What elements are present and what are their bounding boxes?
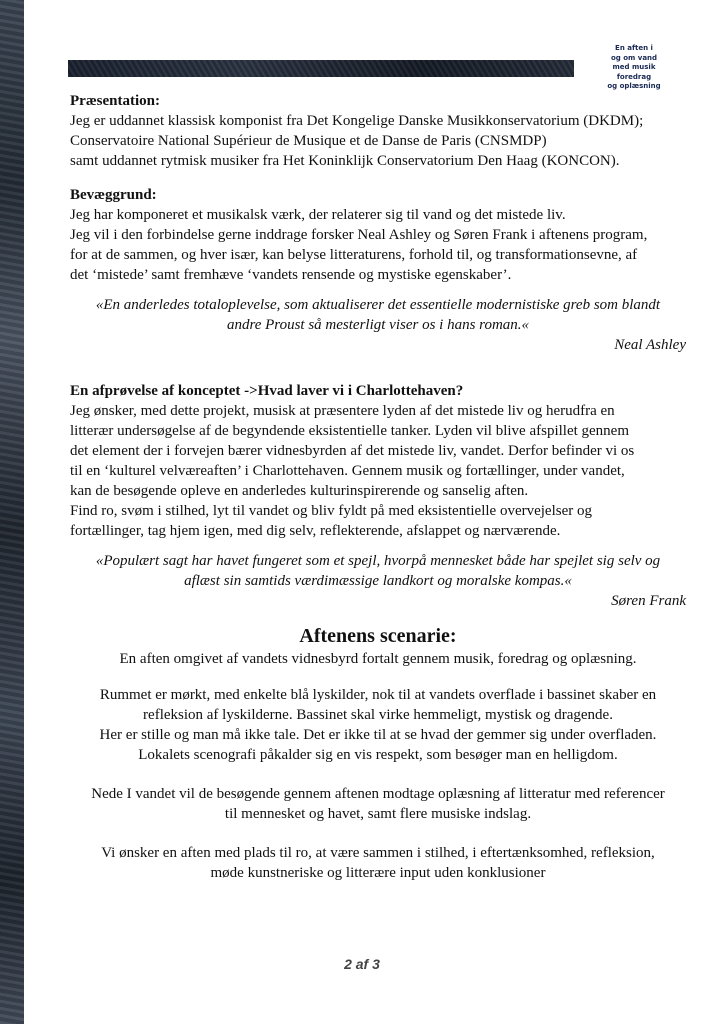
page-number: 2 af 3 [344, 956, 380, 972]
scenario-title: Aftenens scenarie: [299, 625, 457, 647]
presentation-line: samt uddannet rytmisk musiker fra Het Koninklijk Conservatorium Den Haag (KONCON). [70, 153, 620, 169]
motivation-line: for at de sammen, og hver især, kan belyse litteraturens, forhold til, og transformationsevne, af [70, 247, 638, 263]
decorative-side-strip [0, 0, 24, 1024]
scenario-line: refleksion af lyskilderne. Bassinet skal virke hemmeligt, mystisk og dragende. [143, 707, 613, 723]
corner-note-line: og om vand [610, 53, 658, 62]
scenario-line: Rummet er mørkt, med enkelte blå lyskilder, nok til at vandets overflade i bassinet skaber en [99, 687, 657, 703]
scenario-line: Her er stille og man må ikke tale. Det er ikke til at se hvad der gemmer sig under overfladen. [99, 727, 657, 743]
concept-line: fortællinger, tag hjem igen, med dig selv, reflekterende, afslappet og nærværende. [70, 523, 561, 539]
motivation-line: Jeg vil i den forbindelse gerne inddrage forsker Neal Ashley og Søren Frank i aftenens program, [70, 227, 648, 243]
motivation-line: Jeg har komponeret et musikalsk værk, der relaterer sig til vand og det mistede liv. [70, 207, 566, 223]
concept-heading: En afprøvelse af konceptet ->Hvad laver vi i Charlottehaven? [70, 383, 464, 399]
corner-note-line: med musik [612, 63, 656, 71]
corner-note [590, 44, 678, 92]
presentation-line: Conservatoire National Supérieur de Musique et de Danse de Paris (CNSMDP) [70, 133, 547, 149]
scenario-line: til mennesket og havet, samt flere musiske indslag. [224, 806, 532, 822]
quote-author: Søren Frank [611, 593, 686, 609]
corner-note-line: foredrag [616, 72, 652, 81]
scenario-line: møde kunstneriske og litterære input uden konklusioner [210, 865, 546, 881]
quote-line: «Populært sagt har havet fungeret som et spejl, hvorpå mennesket både har spejlet sig selv og [95, 553, 661, 569]
scenario-intro: En aften omgivet af vandets vidnesbyrd fortalt gennem musik, foredrag og oplæsning. [119, 651, 637, 667]
quote-line: andre Proust så mesterligt viser os i hans roman.« [226, 317, 530, 333]
scenario-line: Lokalets scenografi påkalder sig en vis respekt, som besøger man en helligdom. [138, 747, 618, 763]
concept-line: litterær undersøgelse af de begyndende eksistentielle tanker. Lyden vil blive afspillet gennem [70, 423, 629, 439]
quote-line: «En anderledes totaloplevelse, som aktualiserer det essentielle modernistiske greb som blandt [95, 297, 661, 313]
scenario-line: Nede I vandet vil de besøgende gennem aftenen modtage oplæsning af litteratur med referencer [91, 786, 665, 802]
corner-note-line: og oplæsning [607, 82, 661, 90]
concept-line: Find ro, svøm i stilhed, lyt til vandet og bliv fyldt på med eksistentielle overvejelser og [70, 503, 592, 519]
concept-line: kan de besøgende opleve en anderledes kulturinspirerende og sanselig aften. [70, 483, 529, 499]
motivation-line: det ‘mistede’ samt fremhæve ‘vandets rensende og mystiske egenskaber’. [70, 267, 512, 283]
scenario-line: Vi ønsker en aften med plads til ro, at være sammen i stilhed, i eftertænksomhed, refleksion, [101, 845, 655, 861]
presentation-line: Jeg er uddannet klassisk komponist fra Det Kongelige Danske Musikkonservatorium (DKDM); [70, 113, 644, 129]
concept-line: til en ‘kulturel velværeaften’ i Charlottehaven. Gennem musik og fortællinger, under vandet, [70, 463, 625, 479]
quote-line: aflæst sin samtids værdimæssige landkort og moralske kompas.« [184, 573, 572, 589]
motivation-heading: Bevæggrund: [70, 187, 157, 203]
corner-note-line: En aften i [615, 44, 653, 52]
concept-line: Jeg ønsker, med dette projekt, musisk at præsentere lyden af det mistede liv og herudfra en [70, 403, 615, 419]
presentation-heading: Præsentation: [70, 93, 160, 109]
concept-line: det element der i forvejen bærer vidnesbyrden af det mistede liv, vandet. Derfor befinder vi os [70, 443, 635, 459]
page-content [70, 91, 686, 883]
header-bar [68, 60, 574, 77]
quote-author: Neal Ashley [614, 337, 686, 353]
